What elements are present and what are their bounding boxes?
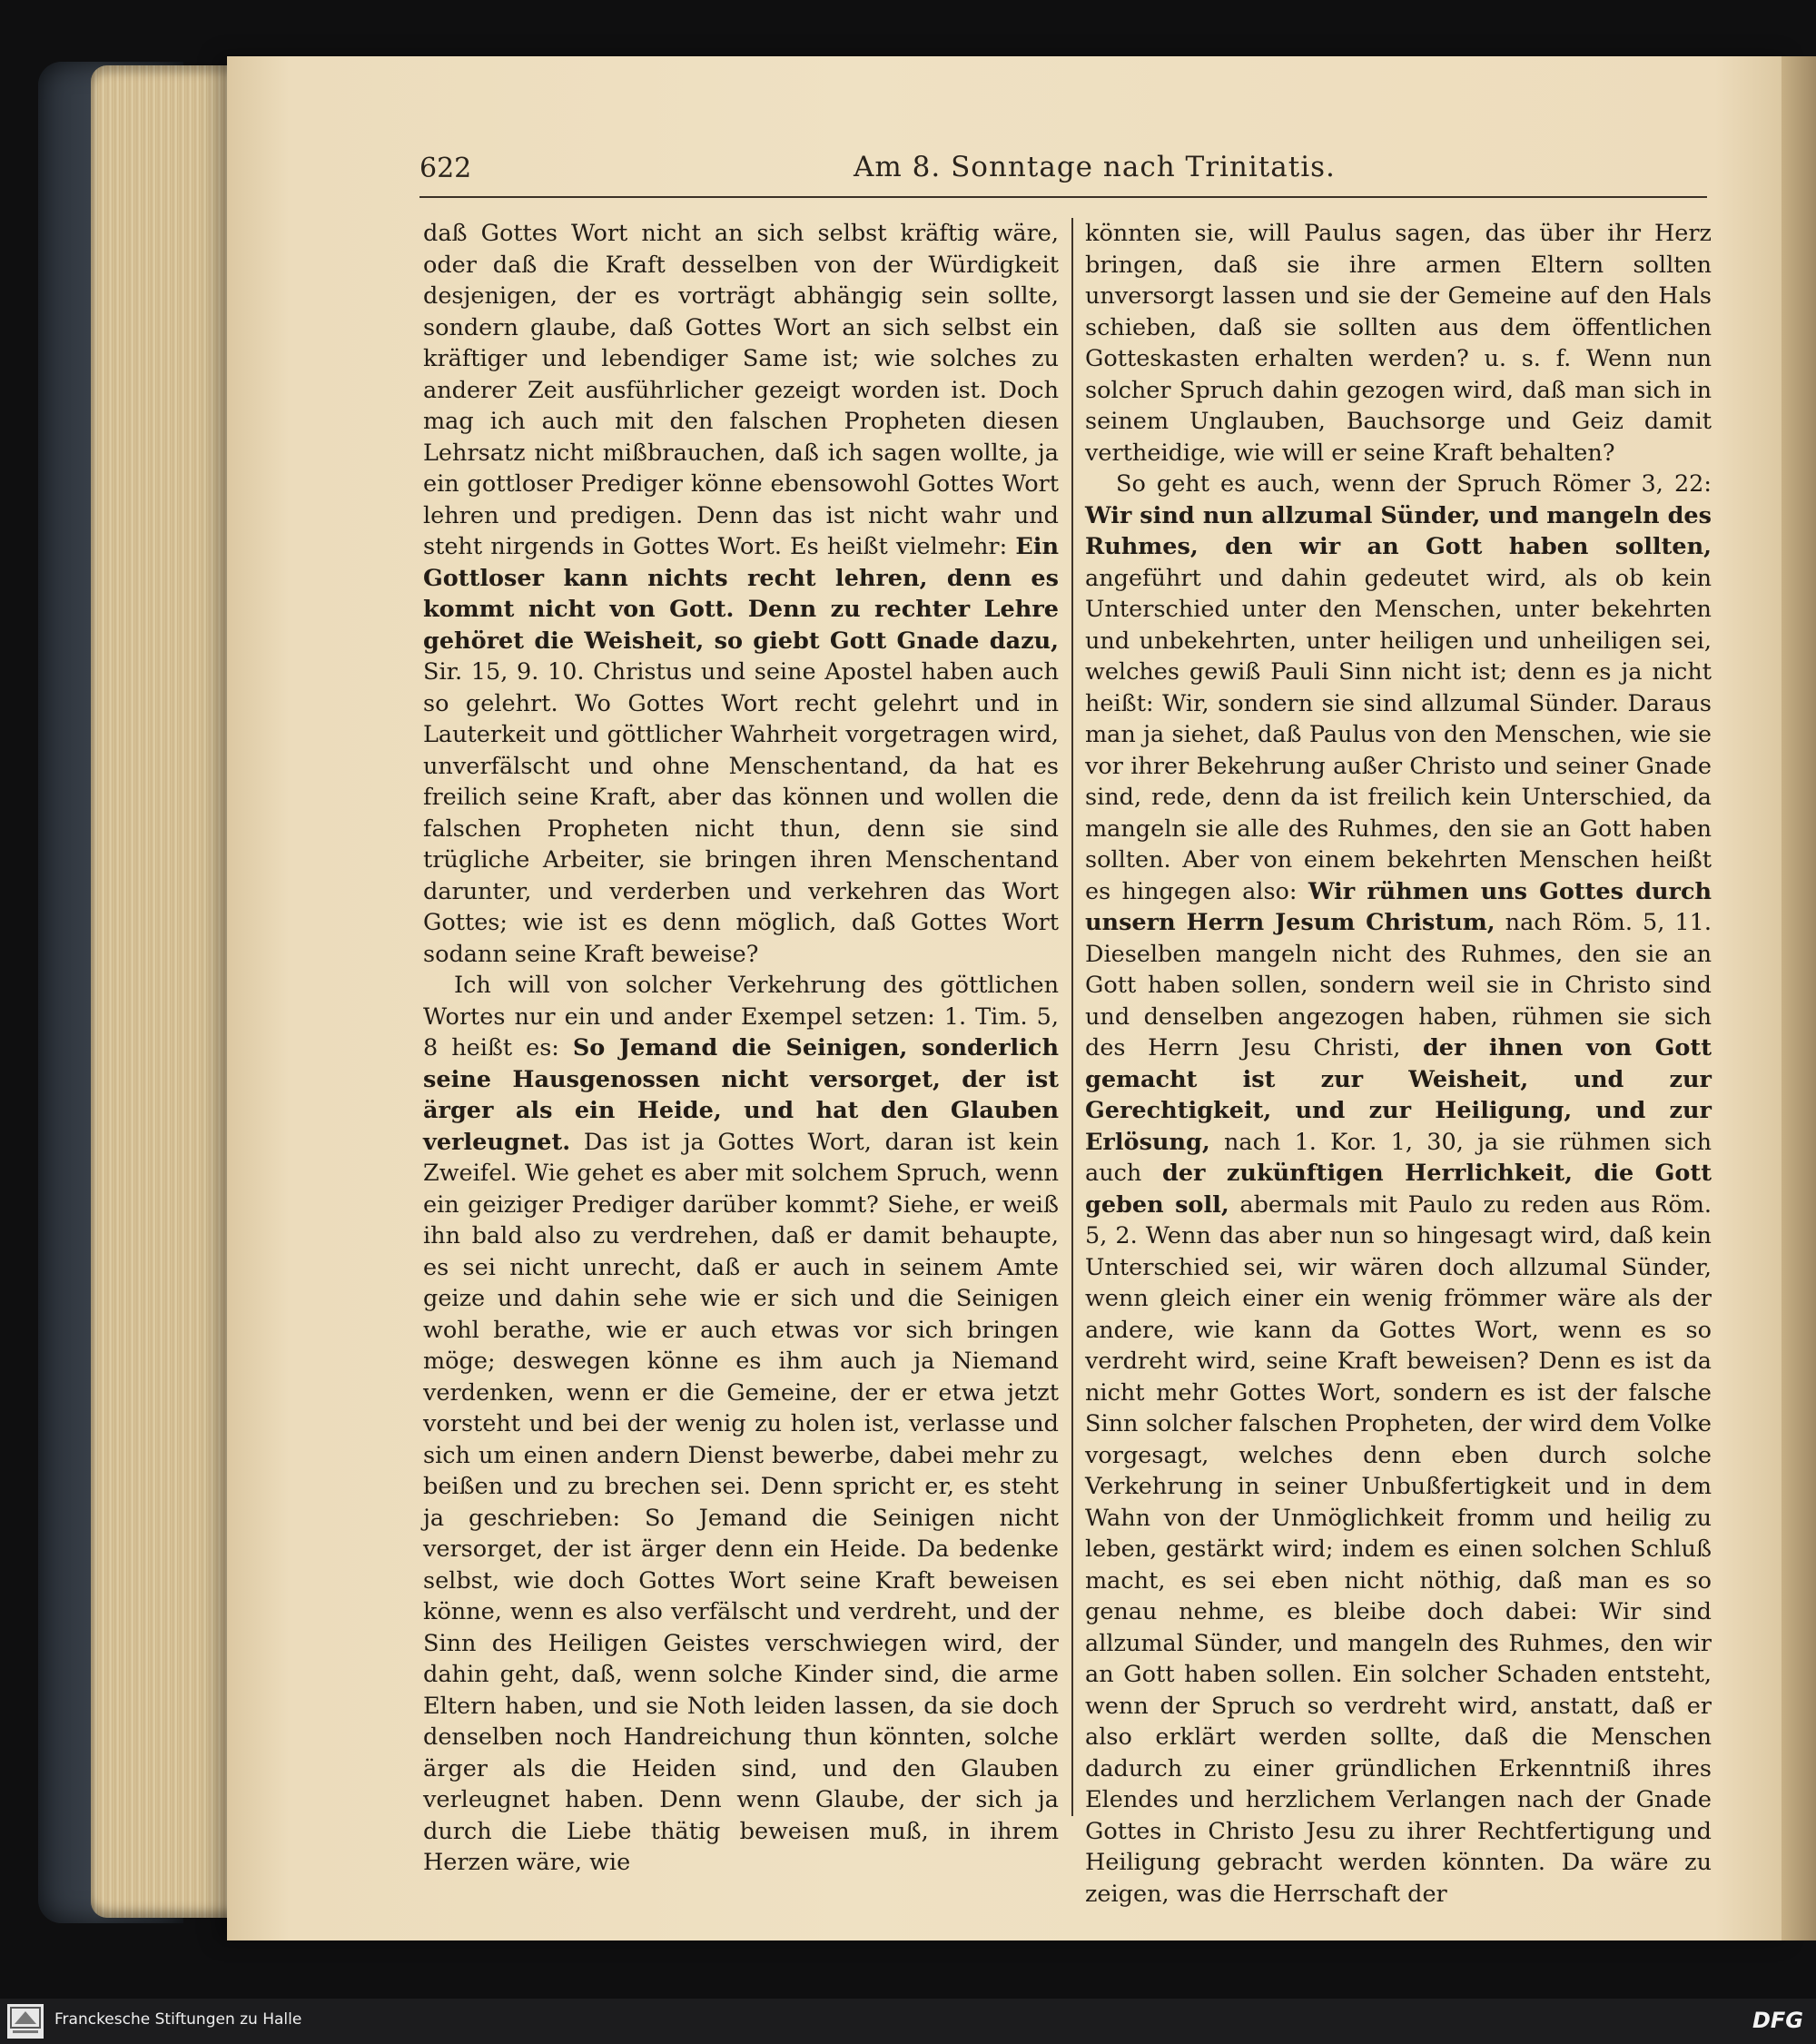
dfg-mark: DFG xyxy=(1752,2008,1803,2033)
bold-quotation: Ein Gottloser kann nichts recht lehren, denn es kommt nicht von Gott. Denn zu rechter Lehre gehöret die Weisheit, so giebt Gott Gnade dazu, xyxy=(423,533,1059,655)
text-run: angeführt und dahin gedeutet wird, als ob kein Unterschied unter den Menschen, unter bekehrten und unbekehrten, unter heiligen und unheiligen sei, welches gewiß Pauli Sinn nicht ist; denn es ja nicht heißt: Wir, sondern sie sind allzumal Sünder. Daraus man ja siehet, daß Paulus von den Menschen, wie sie vor ihrer Bekehrung außer Christo und seiner Gnade sind, rede, denn da ist freilich kein Unterschied, da mangeln sie alle des Ruhmes, den sie an Gott haben sollten. Aber von einem bekehrten Menschen heißt es hingegen also: xyxy=(1085,564,1712,905)
bold-quotation: So Jemand die Seinigen, sonderlich seine Hausgenossen nicht versorget, der ist ärger als ein Heide, und hat den Glauben verleugnet. xyxy=(423,1034,1060,1156)
bold-quotation: Wir rühmen uns Gottes durch unsern Herrn Jesum Christum, xyxy=(1085,877,1712,936)
text-run: könnten sie, will Paulus sagen, das über ihr Herz bringen, daß sie ihre armen Eltern sollten unversorgt lassen und sie der Gemeine auf den Hals schieben, daß sie sollten aus dem öffentlichen Gotteskasten erhalten werden? u. s. f. Wenn nun solcher Spruch dahin gezogen wird, daß man sich in seinem Unglauben, Bauchsorge und Geiz damit vertheidige, wie will er seine Kraft behalten? xyxy=(1085,220,1712,467)
bold-quotation: Wir sind nun allzumal Sünder, und mangeln des Ruhmes, den wir an Gott haben sollten, xyxy=(1085,501,1712,560)
institution-logo-icon xyxy=(7,2004,44,2039)
page-number: 622 xyxy=(419,153,472,184)
paragraph xyxy=(423,970,1059,1879)
footer-bar xyxy=(0,1999,1816,2044)
right-text-column xyxy=(1085,218,1712,1910)
text-run: Ich will von solcher Verkehrung des göttlichen Wortes nur ein und ander Exempel setzen: 1. Tim. 5, 8 heißt es: xyxy=(423,972,1059,1061)
header-rule xyxy=(419,196,1707,198)
text-run: nach Röm. 5, 11. Dieselben mangeln nicht des Ruhmes, den sie an Gott haben sollen, sondern weil sie in Christo sind und denselben angezogen haben, rühmen sie sich des Herrn Jesu Christi, xyxy=(1085,909,1712,1061)
bold-quotation: der zukünftigen Herrlichkeit, die Gott geben soll, xyxy=(1085,1160,1712,1219)
paragraph xyxy=(1085,469,1712,1910)
footer-institution: Franckesche Stiftungen zu Halle xyxy=(54,2010,302,2029)
text-run: So geht es auch, wenn der Spruch Römer 3, 22: xyxy=(1116,470,1712,498)
left-text-column xyxy=(423,218,1059,1879)
text-run: daß Gottes Wort nicht an sich selbst kräftig wäre, oder daß die Kraft desselben von der Würdigkeit desjenigen, der es vorträgt abhängig sein sollte, sondern glaube, daß Gottes Wort an sich selbst ein kräftiger und lebendiger Same ist; wie solches zu anderer Zeit ausführlicher gezeigt worden ist. Doch mag ich auch mit den falschen Propheten diesen Lehrsatz nicht mißbrauchen, daß ich sagen wollte, ja ein gottloser Prediger könne ebensowohl Gottes Wort lehren und predigen. Denn das ist nicht wahr und steht nirgends in Gottes Wort. Es heißt vielmehr: xyxy=(423,220,1059,560)
paragraph xyxy=(423,218,1059,970)
column-divider xyxy=(1071,218,1073,1816)
paragraph xyxy=(1085,218,1712,469)
bold-quotation: der ihnen von Gott gemacht ist zur Weisheit, und zur Gerechtigkeit, und zur Heiligung, und zur Erlösung, xyxy=(1085,1034,1712,1156)
text-run: abermals mit Paulo zu reden aus Röm. 5, 2. Wenn das aber nun so hingesagt wird, daß kein Unterschied sei, wir wären doch allzumal Sünder, wenn gleich einer ein wenig frömmer wäre als der andere, wie kann da Gottes Wort, wenn es so verdreht wird, seine Kraft beweisen? Denn es ist da nicht mehr Gottes Wort, sondern es ist der falsche Sinn solcher falschen Propheten, der wird dem Volke vorgesagt, welches denn eben durch solche Verkehrung in seiner Unbußfertigkeit und in dem Wahn von der Unmöglichkeit fromm und heilig zu leben, gestärkt wird; indem es einen solchen Schluß macht, es sei eben nicht nöthig, daß man es so genau nehme, es bleibe doch dabei: Wir sind allzumal Sünder, und mangeln des Ruhmes, den wir an Gott haben sollen. Ein solcher Schaden entsteht, wenn der Spruch so verdreht wird, anstatt, daß er also erklärt werden sollte, daß die Menschen dadurch zu einer gründlichen Erkenntniß ihres Elendes und herzlichem Verlangen nach der Gnade Gottes in Christo Jesu zu ihrer Rechtfertigung und Heiligung gebracht werden könnten. Da wäre zu zeigen, was die Herrschaft der xyxy=(1085,1190,1712,1908)
text-run: Das ist ja Gottes Wort, daran ist kein Zweifel. Wie gehet es aber mit solchem Spruch, wenn ein geiziger Prediger darüber kommt? Siehe, er weiß ihn bald also zu verdrehen, daß er damit behaupte, es sei nicht unrecht, daß er auch in seinem Amte geize und dahin sehe wie er sich und die Seinigen wohl berathe, wie er auch etwas vor sich bringen möge; deswegen könne es ihm auch ja Niemand verdenken, wenn er die Gemeine, der er etwa jetzt vorsteht und bei der wenig zu holen ist, verlasse und sich um einen andern Dienst bewerbe, dabei mehr zu beißen und zu brechen sei. Denn spricht er, es steht ja geschrieben: So Jemand die Seinigen nicht versorget, der ist ärger denn ein Heide. Da bedenke selbst, wie doch Gottes Wort seine Kraft beweisen könne, wenn es also verfälscht und verdreht, und der Sinn des Heiligen Geistes verschwiegen wird, der dahin geht, daß, wenn solche Kinder sind, die arme Eltern haben, und sie Noth leiden lassen, da sie doch denselben noch Handreichung thun könnten, solche ärger als die Heiden sind, und den Glauben verleugnet haben. Denn wenn Glaube, der sich ja durch die Liebe thätig beweisen muß, in ihrem Herzen wäre, wie xyxy=(423,1128,1059,1876)
text-run: nach 1. Kor. 1, 30, ja sie rühmen sich auch xyxy=(1085,1128,1712,1187)
page-gutter xyxy=(1781,56,1816,1940)
text-run: Sir. 15, 9. 10. Christus und seine Apostel haben auch so gelehrt. Wo Gottes Wort recht gelehrt und in Lauterkeit und göttlicher Wahrheit vorgetragen wird, unverfälscht und ohne Menschentand, da hat es freilich seine Kraft, aber das können und wollen die falschen Propheten nicht thun, denn sie sind trügliche Arbeiter, sie bringen ihren Menschentand darunter, und verderben und verkehren das Wort Gottes; wie ist es denn möglich, daß Gottes Wort sodann seine Kraft beweise? xyxy=(423,658,1059,968)
running-head: Am 8. Sonntage nach Trinitatis. xyxy=(854,151,1336,183)
